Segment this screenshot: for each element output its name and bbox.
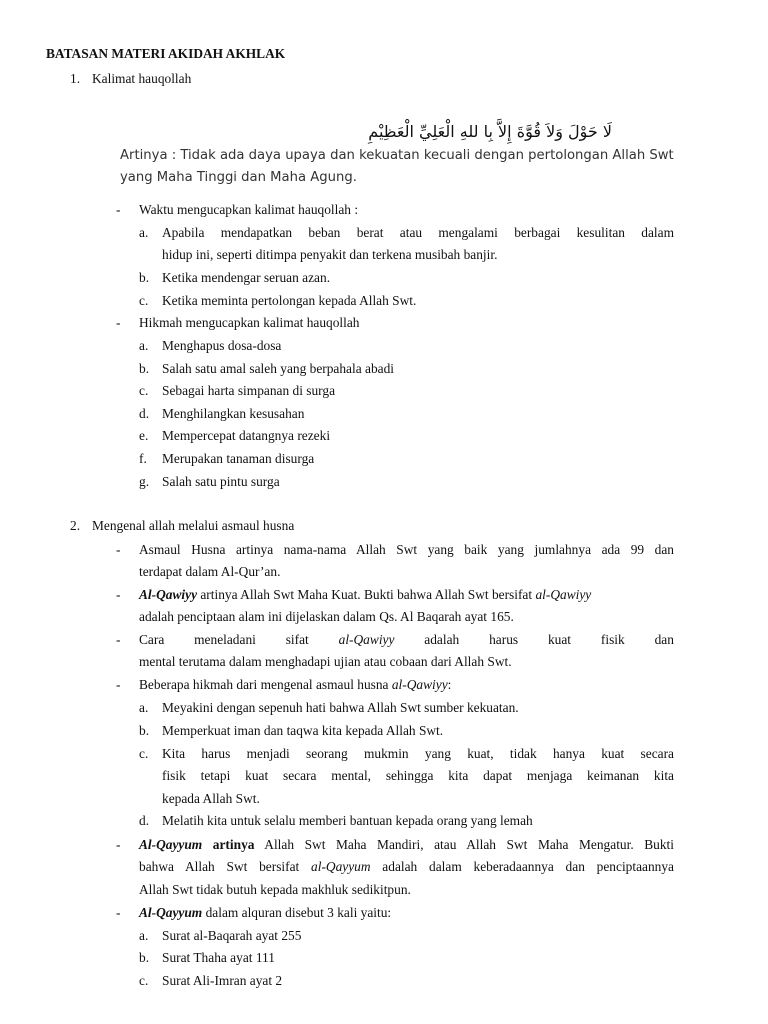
- hikmah-marker: g.: [139, 474, 150, 489]
- hikmah-marker: d.: [139, 406, 150, 421]
- marker-b: b.: [139, 723, 150, 738]
- marker-a: a.: [139, 700, 149, 715]
- justified-line: [139, 859, 674, 875]
- hikmah-item: Mempercepat datangnya rezeki: [162, 428, 331, 443]
- waktu-item-a-line-1: [162, 225, 674, 241]
- meneladani-line-2: mental terutama dalam menghadapi ujian atau cobaan dari Allah Swt.: [139, 654, 512, 669]
- bullet-dash: -: [116, 587, 121, 602]
- word: fisik: [600, 632, 625, 647]
- asmaul-husna-line-1: [139, 542, 674, 558]
- marker-b: b.: [139, 270, 150, 285]
- hikmah-qawiyy-c-line-1: [162, 746, 674, 762]
- section-2-heading: Mengenal allah melalui asmaul husna: [92, 518, 295, 533]
- term-al-qawiyy-italic: al-Qawiyy: [338, 632, 395, 647]
- bullet-dash: -: [116, 677, 121, 692]
- term-al-qawiyy-italic: al-Qawiyy: [535, 587, 592, 602]
- word: kuat: [547, 632, 572, 647]
- word: adalah: [424, 632, 460, 647]
- hikmah-qawiyy-c-line-3: kepada Allah Swt.: [162, 791, 260, 806]
- qayyum-text: adalah dalam keberadaannya dan penciptaannya: [370, 859, 674, 874]
- section-1-heading: Kalimat hauqollah: [92, 71, 192, 86]
- word: harus: [489, 632, 519, 647]
- hikmah-marker: a.: [139, 338, 149, 353]
- term-al-qawiyy-italic: al-Qawiyy: [391, 677, 448, 692]
- qayyum-alquran-heading: [139, 905, 391, 921]
- justified-line: fisik tetapi kuat secara mental, sehingga kita dapat menjaga keimanan kita: [162, 768, 674, 783]
- justified-line: Asmaul Husna artinya nama-nama Allah Swt yang baik yang jumlahnya ada 99 dan: [139, 542, 674, 557]
- hikmah-marker: e.: [139, 428, 149, 443]
- bullet-dash: -: [116, 202, 121, 217]
- qawiyy-line-1: [139, 587, 591, 603]
- qayyum-line-3: Allah Swt tidak butuh kepada makhluk sedikitpun.: [139, 882, 411, 897]
- hikmah-qawiyy-heading: [139, 677, 451, 693]
- marker-c: c.: [139, 746, 149, 761]
- hikmah-item: Menghilangkan kesusahan: [162, 406, 305, 421]
- term-al-qayyum: Al-Qayyum: [139, 837, 203, 852]
- marker-c: c.: [139, 973, 149, 988]
- marker-b: b.: [139, 950, 150, 965]
- surat-a: Surat al-Baqarah ayat 255: [162, 928, 302, 943]
- word: dan: [654, 632, 674, 647]
- hikmah-item: Salah satu amal saleh yang berpahala abadi: [162, 361, 395, 376]
- waktu-heading: Waktu mengucapkan kalimat hauqollah :: [139, 202, 359, 217]
- waktu-item-b: Ketika mendengar seruan azan.: [162, 270, 331, 285]
- marker-c: c.: [139, 293, 149, 308]
- surat-b: Surat Thaha ayat 111: [162, 950, 275, 965]
- marker-a: a.: [139, 928, 149, 943]
- word: Cara: [139, 632, 165, 647]
- surat-c: Surat Ali-Imran ayat 2: [162, 973, 283, 988]
- section-2-number: 2.: [70, 518, 81, 533]
- justified-line: Kita harus menjadi seorang mukmin yang kuat, tidak hanya kuat secara: [162, 746, 674, 761]
- hikmah-marker: c.: [139, 383, 149, 398]
- hikmah-item: Salah satu pintu surga: [162, 474, 280, 489]
- bullet-dash: -: [116, 632, 121, 647]
- hikmah-item: Merupakan tanaman disurga: [162, 451, 315, 466]
- artinya-bold: artinya: [202, 837, 255, 852]
- section-1-number: 1.: [70, 71, 81, 86]
- hikmah-qawiyy-text: Beberapa hikmah dari mengenal asmaul husna: [139, 677, 392, 692]
- meneladani-line-1: [139, 632, 674, 648]
- asmaul-husna-line-2: terdapat dalam Al-Qur’an.: [139, 564, 281, 579]
- term-al-qayyum: Al-Qayyum: [139, 905, 203, 920]
- bullet-dash: -: [116, 905, 121, 920]
- waktu-item-c: Ketika meminta pertolongan kepada Allah Swt.: [162, 293, 417, 308]
- artinya-line-1: Artinya : Tidak ada daya upaya dan kekuatan kecuali dengan pertolongan Allah Swt: [120, 148, 674, 163]
- justified-line: Apabila mendapatkan beban berat atau mengalami berbagai kesulitan dalam: [162, 225, 674, 240]
- bullet-dash: -: [116, 315, 121, 330]
- hikmah-qawiyy-b: Memperkuat iman dan taqwa kita kepada Allah Swt.: [162, 723, 444, 738]
- page-title: BATASAN MATERI AKIDAH AKHLAK: [46, 46, 286, 61]
- colon: :: [447, 677, 452, 692]
- word: sifat: [285, 632, 309, 647]
- qawiyy-text: artinya Allah Swt Maha Kuat. Bukti bahwa Allah Swt bersifat: [197, 587, 536, 602]
- qayyum-text: bahwa Allah Swt bersifat: [139, 859, 312, 874]
- marker-d: d.: [139, 813, 150, 828]
- hikmah-item: Sebagai harta simpanan di surga: [162, 383, 336, 398]
- waktu-item-a-line-2: hidup ini, seperti ditimpa penyakit dan terkena musibah banjir.: [162, 247, 498, 262]
- artinya-line-2: yang Maha Tinggi dan Maha Agung.: [120, 170, 357, 185]
- hikmah-qawiyy-c-line-2: [162, 768, 674, 784]
- word: meneladani: [194, 632, 256, 647]
- hikmah-qawiyy-d: Melatih kita untuk selalu memberi bantuan kepada orang yang lemah: [162, 813, 533, 828]
- term-al-qayyum-italic: al-Qayyum: [311, 859, 371, 874]
- qayyum-text: Allah Swt Maha Mandiri, atau Allah Swt Maha Mengatur. Bukti: [254, 837, 674, 852]
- hikmah-item: Menghapus dosa-dosa: [162, 338, 282, 353]
- hikmah-marker: f.: [139, 451, 147, 466]
- bullet-dash: -: [116, 837, 121, 852]
- term-al-qawiyy: Al-Qawiyy: [139, 587, 198, 602]
- arabic-hauqollah: لَا حَوْلَ وَلاَ قُوَّةَ إِلاَّ بِا للهِ الْعَلِيِّ الْعَظِيْمِ: [368, 122, 612, 141]
- hikmah-heading: Hikmah mengucapkan kalimat hauqollah: [139, 315, 360, 330]
- hikmah-qawiyy-a: Meyakini dengan sepenuh hati bahwa Allah Swt sumber kekuatan.: [162, 700, 519, 715]
- qayyum-line-1: [139, 837, 674, 853]
- bullet-dash: -: [116, 542, 121, 557]
- qawiyy-line-2: adalah penciptaan alam ini dijelaskan dalam Qs. Al Baqarah ayat 165.: [139, 609, 514, 624]
- qayyum-line-2: [139, 859, 674, 875]
- qayyum-alquran-text: dalam alquran disebut 3 kali yaitu:: [202, 905, 392, 920]
- marker-a: a.: [139, 225, 149, 240]
- justified-line: [139, 837, 674, 853]
- hikmah-marker: b.: [139, 361, 150, 376]
